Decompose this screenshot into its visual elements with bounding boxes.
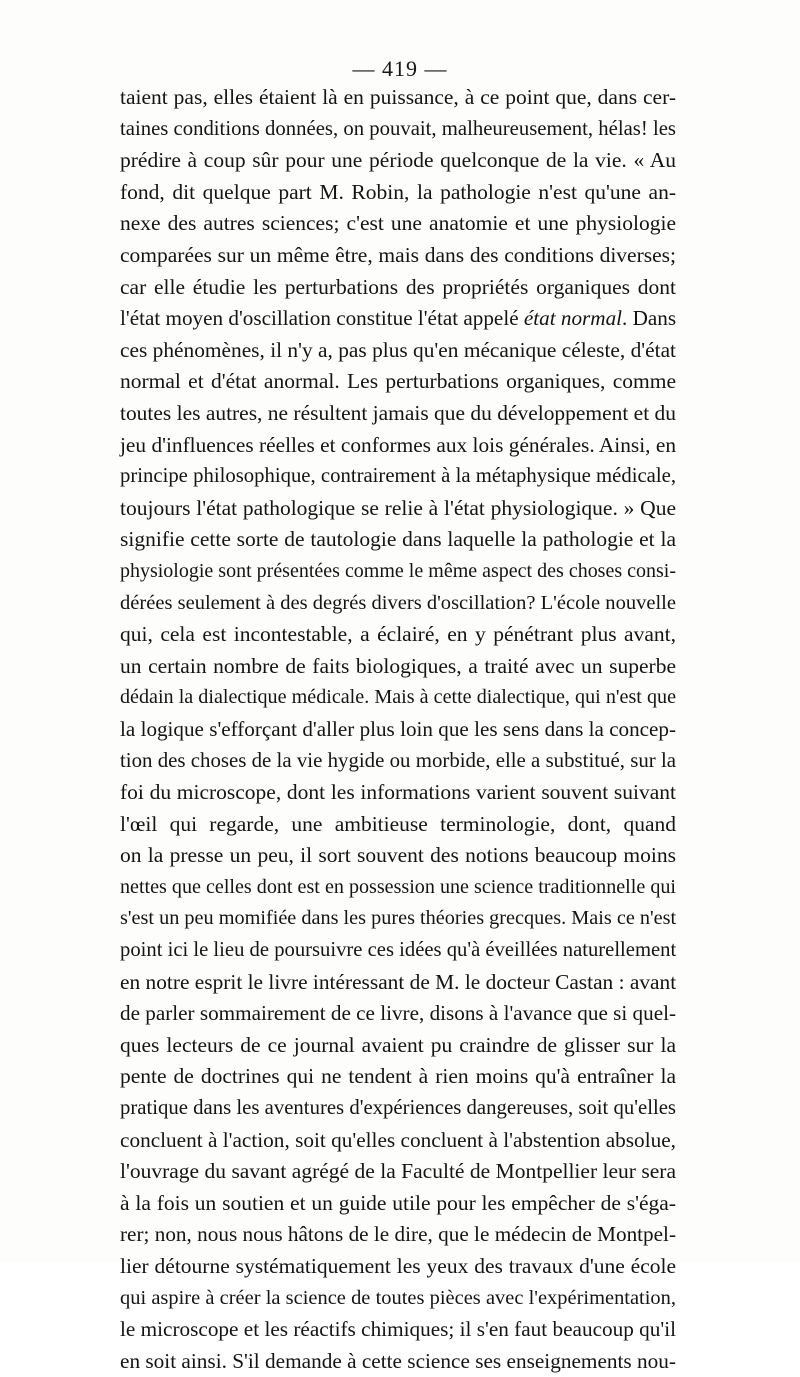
emphasized-term: état normal bbox=[523, 306, 623, 331]
text-line: point ici le lieu de poursuivre ces idées qu'à éveillées naturellement bbox=[120, 939, 677, 962]
text-line: l'œil qui regarde, une ambitieuse terminologie, dont, quand bbox=[120, 811, 676, 836]
body-text bbox=[120, 82, 676, 1377]
text-line: le microscope et les réactifs chimiques; il s'en faut beaucoup qu'il bbox=[120, 1317, 676, 1342]
text-line: en notre esprit le livre intéressant de M. le docteur Castan : avant bbox=[120, 969, 677, 994]
text-line: concluent à l'action, soit qu'elles concluent à l'abstention absolue, bbox=[120, 1127, 676, 1152]
text-line: nexe des autres sciences; c'est une anatomie et une physiologie bbox=[120, 211, 676, 236]
text-line: pratique dans les aventures d'expériences dangereuses, soit qu'elles bbox=[120, 1097, 677, 1119]
text-line: un certain nombre de faits biologiques, a traité avec un superbe bbox=[120, 653, 676, 678]
text-line: tion des choses de la vie hygide ou morbide, elle a substitué, sur la bbox=[120, 748, 676, 773]
text-line: toujours l'état pathologique se relie à l'état physiologique. » Que bbox=[120, 495, 676, 520]
text-line: foi du microscope, dont les informations varient souvent suivant bbox=[120, 780, 676, 805]
text-line: ques lecteurs de ce journal avaient pu craindre de glisser sur la bbox=[120, 1032, 676, 1057]
text-line: fond, dit quelque part M. Robin, la pathologie n'est qu'une an- bbox=[120, 179, 676, 204]
text-line: physiologie sont présentées comme le même aspect des choses consi- bbox=[120, 559, 676, 582]
text-line: principe philosophique, contrairement à la métaphysique médicale, bbox=[120, 465, 676, 488]
text-line: en soit ainsi. S'il demande à cette science ses enseignements nou- bbox=[120, 1348, 676, 1373]
text-line: rer; non, nous nous hâtons de le dire, que le médecin de Montpel- bbox=[120, 1222, 676, 1247]
text-line: taient pas, elles étaient là en puissance, à ce point que, dans cer- bbox=[120, 85, 676, 109]
text-line: s'est un peu momifiée dans les pures théories grecques. Mais ce n'est bbox=[120, 907, 677, 930]
text-line: toutes les autres, ne résultent jamais que du développement et du bbox=[120, 400, 676, 425]
text-line: pente de doctrines qui ne tendent à rien moins qu'à entraîner la bbox=[120, 1064, 676, 1089]
text-line: taines conditions données, on pouvait, malheureusement, hélas! les bbox=[120, 117, 676, 140]
text-line: de parler sommairement de ce livre, disons à l'avance que si quel- bbox=[120, 1001, 677, 1026]
text-line: lier détourne systématiquement les yeux des travaux d'une école bbox=[120, 1253, 676, 1278]
text-line: dédain la dialectique médicale. Mais à cette dialectique, qui n'est que bbox=[120, 686, 676, 709]
text-line: l'état moyen d'oscillation constitue l'état appelé état normal. Dans bbox=[120, 306, 677, 331]
text-line: signifie cette sorte de tautologie dans laquelle la pathologie et la bbox=[120, 527, 676, 552]
text-line: jeu d'influences réelles et conformes aux lois générales. Ainsi, en bbox=[120, 432, 676, 457]
text-line: on la presse un peu, il sort souvent des notions beaucoup moins bbox=[120, 843, 676, 868]
text-line: dérées seulement à des degrés divers d'oscillation? L'école nouvelle bbox=[120, 591, 676, 614]
text-line: la logique s'efforçant d'aller plus loin que les sens dans la concep- bbox=[120, 716, 676, 741]
text-line: qui aspire à créer la science de toutes pièces avec l'expérimentation, bbox=[120, 1286, 676, 1309]
page-number: — 419 — bbox=[352, 56, 448, 81]
text-line: l'ouvrage du savant agrégé de la Faculté de Montpellier leur sera bbox=[120, 1159, 676, 1184]
text-line: ces phénomènes, il n'y a, pas plus qu'en mécanique céleste, d'état bbox=[120, 337, 676, 362]
text-line: comparées sur un même être, mais dans des conditions diverses; bbox=[120, 242, 676, 267]
text-line: car elle étudie les perturbations des propriétés organiques dont bbox=[120, 274, 676, 299]
text-line: prédire à coup sûr pour une période quelconque de la vie. « Au bbox=[120, 148, 676, 173]
text-line: à la fois un soutien et un guide utile pour les empêcher de s'éga- bbox=[120, 1190, 676, 1215]
text-line: nettes que celles dont est en possession une science traditionnelle qui bbox=[120, 875, 676, 898]
text-line: normal et d'état anormal. Les perturbations organiques, comme bbox=[120, 369, 676, 394]
text-line: qui, cela est incontestable, a éclairé, en y pénétrant plus avant, bbox=[120, 622, 676, 647]
